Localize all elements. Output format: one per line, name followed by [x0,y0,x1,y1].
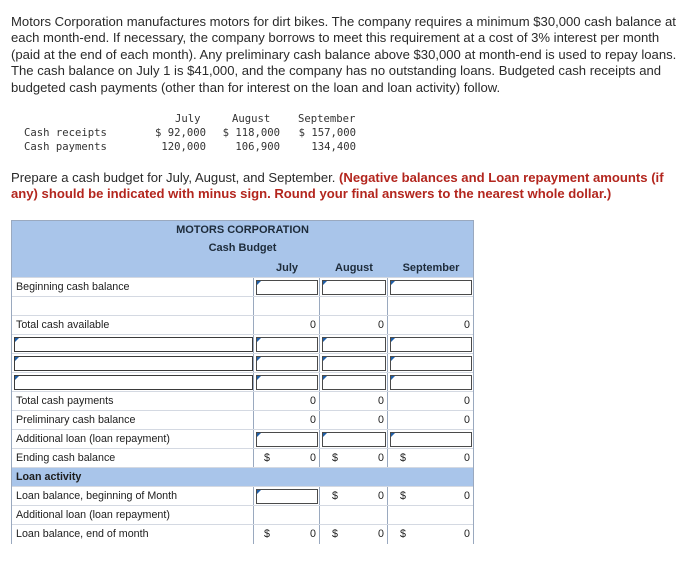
input-marker-icon [323,338,327,342]
total-available-september: 0 [464,319,470,331]
input-row3-july[interactable] [256,375,318,390]
input-beginning-september[interactable] [390,280,472,295]
input-marker-icon [391,357,395,361]
currency-symbol: $ [264,528,270,540]
given-receipts-label: Cash receipts [24,127,107,139]
loanbegin-september: 0 [464,490,470,502]
row-preliminary [12,410,473,430]
row-input-3 [12,372,473,392]
given-payments-label: Cash payments [24,141,107,153]
input-marker-icon [391,338,395,342]
given-payments-august: 106,900 [235,141,280,153]
row-label: Ending cash balance [16,452,116,464]
input-addloan-august[interactable] [322,432,386,447]
row-label: Total cash payments [16,395,114,407]
currency-symbol: $ [332,490,338,502]
row-label: Preliminary cash balance [16,414,136,426]
input-loanbegin-july[interactable] [256,489,318,504]
row-label: Additional loan (loan repayment) [16,433,170,445]
row-loan-activity-header [12,467,473,487]
total-payments-september: 0 [464,395,470,407]
loanend-august: 0 [378,528,384,540]
input-beginning-august[interactable] [322,280,386,295]
input-marker-icon [257,281,261,285]
currency-symbol: $ [400,452,406,464]
row-label: Additional loan (loan repayment) [16,509,170,521]
given-receipts-september: $ 157,000 [298,127,356,139]
input-marker-icon [15,357,19,361]
problem-statement: Motors Corporation manufactures motors for dirt bikes. The company requires a minimum $30,000 cash balance at each month-end. If necessary, the company borrows to meet this requirement at a cost of 3% interest per month (paid at the end of each month). Any preliminary cash balance above $30,000 at month-end is used to repay loans. The cash balance on July 1 is $41,000, and the company has no outstanding loans. Budgeted cash receipts and budgeted cash payments (other than for interest on the loan and loan activity) follow. [11,14,677,95]
currency-symbol: $ [264,452,270,464]
input-label-row-1[interactable] [14,337,253,352]
input-marker-icon [15,376,19,380]
row-total-payments [12,391,473,411]
input-marker-icon [257,357,261,361]
preliminary-september: 0 [464,414,470,426]
ending-august: 0 [378,452,384,464]
total-payments-july: 0 [310,395,316,407]
input-addloan-july[interactable] [256,432,318,447]
input-marker-icon [323,433,327,437]
loanend-july: 0 [310,528,316,540]
instructions-plain: Prepare a cash budget for July, August, and September. [11,170,340,185]
input-beginning-july[interactable] [256,280,318,295]
given-payments-july: 120,000 [161,141,206,153]
col-header-august: August [335,262,373,274]
preliminary-august: 0 [378,414,384,426]
total-payments-august: 0 [378,395,384,407]
input-marker-icon [323,281,327,285]
row-loan-end [12,524,473,544]
input-addloan-september[interactable] [390,432,472,447]
input-marker-icon [323,357,327,361]
given-header-july: July [175,113,201,125]
input-marker-icon [391,281,395,285]
row-loan-begin [12,486,473,506]
instructions-emphasis: (Negative balances and Loan repayment amounts (if any) should be indicated with minus sign. Round your final answers to the nearest whole dollar.) [11,170,664,202]
given-payments-september: 134,400 [311,141,356,153]
row-loan-additional [12,505,473,525]
loanbegin-august: 0 [378,490,384,502]
instructions [11,170,691,203]
input-marker-icon [257,338,261,342]
ending-july: 0 [310,452,316,464]
budget-title: Cash Budget [208,242,277,254]
input-marker-icon [15,338,19,342]
row-label: Beginning cash balance [16,281,130,293]
given-header-august: August [232,113,271,125]
col-header-september: September [402,262,460,274]
row-input-2 [12,353,473,373]
input-row1-august[interactable] [322,337,386,352]
preliminary-july: 0 [310,414,316,426]
row-label: Total cash available [16,319,110,331]
input-marker-icon [257,490,261,494]
total-available-july: 0 [310,319,316,331]
total-available-august: 0 [378,319,384,331]
input-label-row-3[interactable] [14,375,253,390]
input-row1-july[interactable] [256,337,318,352]
input-marker-icon [257,376,261,380]
row-input-1 [12,334,473,354]
row-label: Loan balance, end of month [16,528,149,540]
input-row2-july[interactable] [256,356,318,371]
input-row2-august[interactable] [322,356,386,371]
loanend-september: 0 [464,528,470,540]
row-ending-cash [12,448,473,468]
company-name: MOTORS CORPORATION [176,224,309,236]
ending-september: 0 [464,452,470,464]
row-blank-1 [12,296,473,316]
input-label-row-2[interactable] [14,356,253,371]
given-receipts-august: $ 118,000 [222,127,280,139]
loan-activity-heading: Loan activity [16,471,82,483]
input-row3-august[interactable] [322,375,386,390]
input-marker-icon [391,376,395,380]
row-label: Loan balance, beginning of Month [16,490,178,502]
input-row3-september[interactable] [390,375,472,390]
cash-budget-table [11,220,474,544]
currency-symbol: $ [332,452,338,464]
input-marker-icon [323,376,327,380]
input-marker-icon [391,433,395,437]
input-row2-september[interactable] [390,356,472,371]
row-additional-loan [12,429,473,449]
row-total-available [12,315,473,335]
currency-symbol: $ [400,528,406,540]
input-marker-icon [257,433,261,437]
row-beginning-cash [12,277,473,297]
col-header-july: July [275,262,298,274]
input-row1-september[interactable] [390,337,472,352]
given-header-september: September [298,113,356,125]
currency-symbol: $ [332,528,338,540]
currency-symbol: $ [400,490,406,502]
given-receipts-july: $ 92,000 [154,127,206,139]
